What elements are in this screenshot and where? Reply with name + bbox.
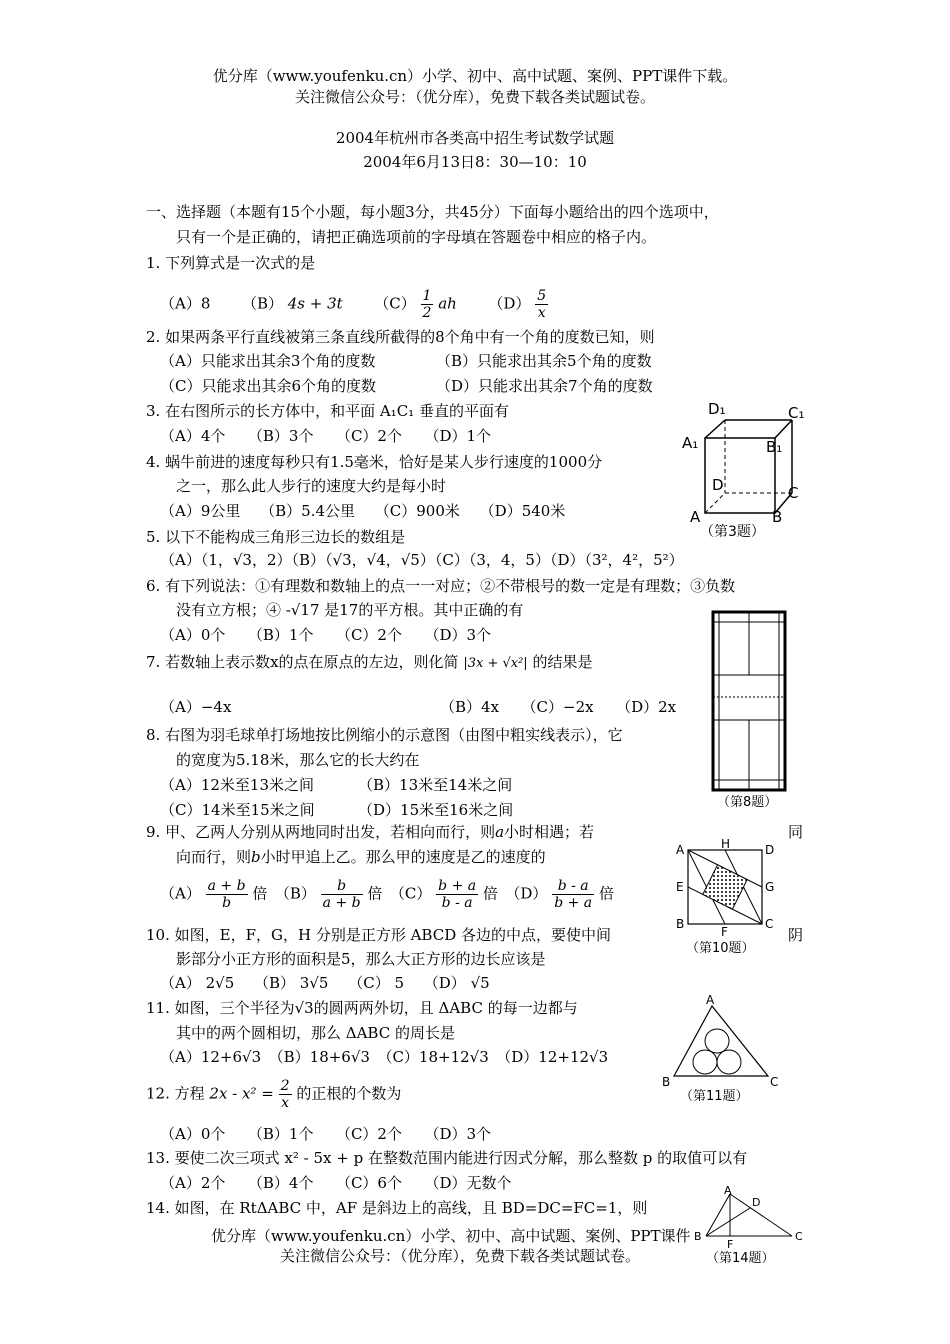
- q14-stem: 14. 如图，在 RtΔABC 中，AF 是斜边上的高线，且 BD=DC=FC=1，则: [146, 1199, 648, 1217]
- q9-stem-a3: 同: [788, 823, 804, 841]
- q9-stem-a2: 小时相遇；若: [504, 823, 595, 841]
- q7-tail: 的结果是: [532, 653, 593, 671]
- q1-option-a: （A）8: [160, 294, 211, 313]
- q9-c-fraction: $\frac{b + a}{b - a}$: [438, 878, 477, 911]
- label-b1: B₁: [766, 438, 783, 456]
- q9-c-label: 倍 （C）: [367, 884, 432, 903]
- q3-stem: 3. 在右图所示的长方体中，和平面 A₁C₁ 垂直的平面有: [146, 402, 509, 420]
- label-a: A: [676, 843, 685, 857]
- q11-stem-b: 其中的两个圆相切，那么 ΔABC 的周长是: [176, 1024, 455, 1042]
- label-d: D: [765, 843, 775, 857]
- label-c: C: [765, 917, 774, 931]
- q9-stem-b-text: 向而行，则: [176, 848, 252, 866]
- q1-d-fraction: $\frac{5}{x}$: [537, 288, 547, 321]
- q12-tail: 的正根的个数为: [296, 1084, 402, 1103]
- q13-stem: 13. 要使二次三项式 x² - 5x + p 在整数范围内能进行因式分解，那么整数 p 的取值可以有: [146, 1149, 748, 1167]
- q12-stem: [146, 1078, 401, 1111]
- label-b: B: [772, 508, 783, 526]
- label-g: G: [765, 880, 775, 894]
- q7-expr: |3x + √x²|: [463, 656, 528, 671]
- label-f: F: [727, 1238, 734, 1251]
- q9-a-fraction: $\frac{a + b}{b}$: [207, 878, 246, 911]
- q9-d-label: 倍 （D）: [482, 884, 548, 903]
- header-line-2: 关注微信公众号：（优分库），免费下载各类试题试卷。: [294, 88, 655, 106]
- shaded-square: [703, 865, 747, 909]
- edge-a1-d1: [705, 420, 725, 438]
- q9-tail: 倍: [598, 884, 614, 903]
- label-f: F: [721, 925, 728, 939]
- label-d: D: [752, 1196, 761, 1209]
- q9-stem-b2: 小时甲追上乙。那么甲的速度是乙的速度的: [260, 848, 546, 866]
- q6-stem-b: 没有立方根；④ -√17 是17的平方根。其中正确的有: [176, 601, 524, 619]
- right-triangle-figure: [692, 1186, 812, 1266]
- q8-option-b: （B）13米至14米之间: [358, 776, 513, 794]
- label-a: A: [690, 508, 701, 526]
- page-title: 2004年杭州市各类高中招生考试数学试题: [335, 129, 615, 147]
- label-h: H: [721, 838, 731, 851]
- q2-option-b: （B）只能求出其余5个角的度数: [436, 352, 652, 370]
- q6-stem-a: 6. 有下列说法：①有理数和数轴上的点一一对应；②不带根号的数一定是有理数；③负数: [146, 577, 736, 595]
- label-b: B: [676, 917, 685, 931]
- q9-stem-a-text: 9. 甲、乙两人分别从两地同时出发，若相向而行，则: [146, 823, 496, 841]
- q5-stem: 5. 以下不能构成三角形三边长的数组是: [146, 528, 406, 546]
- q9-b-label: 倍 （B）: [252, 884, 316, 903]
- square-figure: [672, 838, 782, 960]
- footer-line-1: 优分库（www.youfenku.cn）小学、初中、高中试题、案例、PPT课件: [211, 1227, 691, 1245]
- q2-stem: 2. 如果两条平行直线被第三条直线所截得的8个角中有一个角的度数已知，则: [146, 328, 655, 346]
- badminton-court-figure: [705, 608, 795, 813]
- triangle-abc: [674, 1006, 768, 1076]
- q3-options: （A）4个 （B）3个 （C）2个 （D）1个: [160, 427, 492, 445]
- q2-option-c: （C）只能求出其余6个角的度数: [160, 377, 377, 395]
- q6-options: （A）0个 （B）1个 （C）2个 （D）3个: [160, 626, 492, 644]
- fig14-caption: （第14题）: [706, 1251, 775, 1266]
- q1-options: [160, 288, 548, 321]
- q2-option-a: （A）只能求出其余3个角的度数: [160, 352, 376, 370]
- q7-option-a: （A）−4x: [160, 698, 232, 716]
- circle-right: [717, 1050, 741, 1074]
- label-a: A: [706, 994, 715, 1007]
- label-c: C: [795, 1230, 803, 1243]
- q1-c-fraction: $\frac{1}{2}$: [422, 288, 432, 321]
- label-a1: A₁: [682, 434, 699, 452]
- q11-stem-a: 11. 如图，三个半径为√3的圆两两外切，且 ΔABC 的每一边都与: [146, 999, 578, 1017]
- label-c: C: [788, 484, 799, 502]
- q9-b-fraction: $\frac{b}{a + b}$: [322, 878, 361, 911]
- cuboid-figure: [680, 398, 820, 543]
- q1-stem: 1. 下列算式是一次式的是: [146, 254, 316, 272]
- label-c1: C₁: [788, 404, 805, 422]
- label-d1: D₁: [708, 400, 726, 418]
- q10-options: （A） 2√5 （B） 3√5 （C） 5 （D） √5: [160, 974, 490, 992]
- hidden-edge-a-d: [705, 493, 725, 513]
- header-line-1: 优分库（www.youfenku.cn）小学、初中、高中试题、案例、PPT课件下载。: [212, 67, 738, 85]
- q8-stem-b: 的宽度为5.18米，那么它的长大约在: [176, 751, 420, 769]
- q8-option-a: （A）12米至13米之间: [160, 776, 315, 794]
- fig10-caption: （第10题）: [686, 941, 755, 956]
- q11-options: （A）12+6√3 （B）18+6√3 （C）18+12√3 （D）12+12√3: [160, 1048, 609, 1066]
- fig8-caption: （第8题）: [717, 795, 778, 810]
- fig3-caption: （第3题）: [700, 524, 765, 540]
- triangle-circles-figure: [660, 994, 785, 1106]
- q1-option-b-expr: 4s + 3t: [287, 294, 343, 313]
- q9-a-label: （A）: [160, 884, 201, 903]
- q9-stem-b: [176, 847, 546, 867]
- label-c: C: [770, 1075, 779, 1089]
- exam-date: 2004年6月13日8：30—10：10: [363, 153, 587, 171]
- q7-stem: [146, 652, 592, 674]
- q1-option-d: （D）: [488, 294, 531, 313]
- q9-var-a: a: [495, 823, 505, 841]
- q8-option-d: （D）15米至16米之间: [358, 801, 514, 819]
- q10-stem-b: 影部分小正方形的面积是5，那么大正方形的边长应该是: [176, 950, 546, 968]
- label-e: E: [676, 880, 684, 894]
- q12-options: （A）0个 （B）1个 （C）2个 （D）3个: [160, 1125, 492, 1143]
- q5-options: （A）（1，√3，2）（B）（√3，√4，√5）（C）（3，4，5）（D）（3²，4²，5²）: [160, 551, 684, 569]
- q4-stem-b: 之一，那么此人步行的速度大约是每小时: [176, 477, 447, 495]
- edge-b1-c1: [775, 420, 792, 438]
- q13-options: （A）2个 （B）4个 （C）6个 （D）无数个: [160, 1174, 512, 1192]
- footer-line-2: 关注微信公众号：（优分库），免费下载各类试题试卷。: [280, 1247, 641, 1265]
- q7-options-bcd: （B）4x （C）−2x （D）2x: [440, 698, 677, 716]
- q9-var-b: b: [251, 848, 261, 866]
- fig11-caption: （第11题）: [680, 1089, 749, 1104]
- q8-option-c: （C）14米至15米之间: [160, 801, 315, 819]
- label-d: D: [712, 476, 724, 494]
- q9-d-fraction: $\frac{b - a}{b + a}$: [554, 878, 593, 911]
- q12-expr: 2x - x² =: [209, 1084, 274, 1103]
- q1-option-b: （B）: [241, 294, 283, 313]
- q7-stem-text: 7. 若数轴上表示数x的点在原点的左边，则化简: [146, 653, 459, 671]
- q1-option-c: （C）: [374, 294, 416, 313]
- q1-option-c-tail: ah: [438, 294, 457, 313]
- section-intro-b: 只有一个是正确的，请把正确选项前的字母填在答题卷中相应的格子内。: [176, 228, 657, 246]
- q12-stem-text: 12. 方程: [146, 1084, 205, 1103]
- q8-stem-a: 8. 右图为羽毛球单打场地按比例缩小的示意图（由图中粗实线表示），它: [146, 726, 623, 744]
- label-b: B: [694, 1230, 702, 1243]
- q9-stem-a: [146, 822, 594, 842]
- q12-fraction: $\frac{2}{x}$: [280, 1078, 290, 1111]
- q9-options: [160, 878, 614, 911]
- q10-stem-a: 10. 如图，E，F，G，H 分别是正方形 ABCD 各边的中点，要使中间: [146, 926, 611, 944]
- section-intro-a: 一、选择题（本题有15个小题，每小题3分，共45分）下面每小题给出的四个选项中，: [146, 203, 719, 221]
- circle-top: [705, 1029, 729, 1053]
- q10-stem-a2: 阴: [788, 926, 804, 944]
- q4-stem-a: 4. 蜗牛前进的速度每秒只有1.5毫米，恰好是某人步行速度的1000分: [146, 453, 603, 471]
- q4-options: （A）9公里 （B）5.4公里 （C）900米 （D）540米: [160, 502, 566, 520]
- label-a: A: [724, 1186, 732, 1197]
- label-b: B: [662, 1075, 671, 1089]
- circle-left: [693, 1050, 717, 1074]
- q2-option-d: （D）只能求出其余7个角的度数: [436, 377, 653, 395]
